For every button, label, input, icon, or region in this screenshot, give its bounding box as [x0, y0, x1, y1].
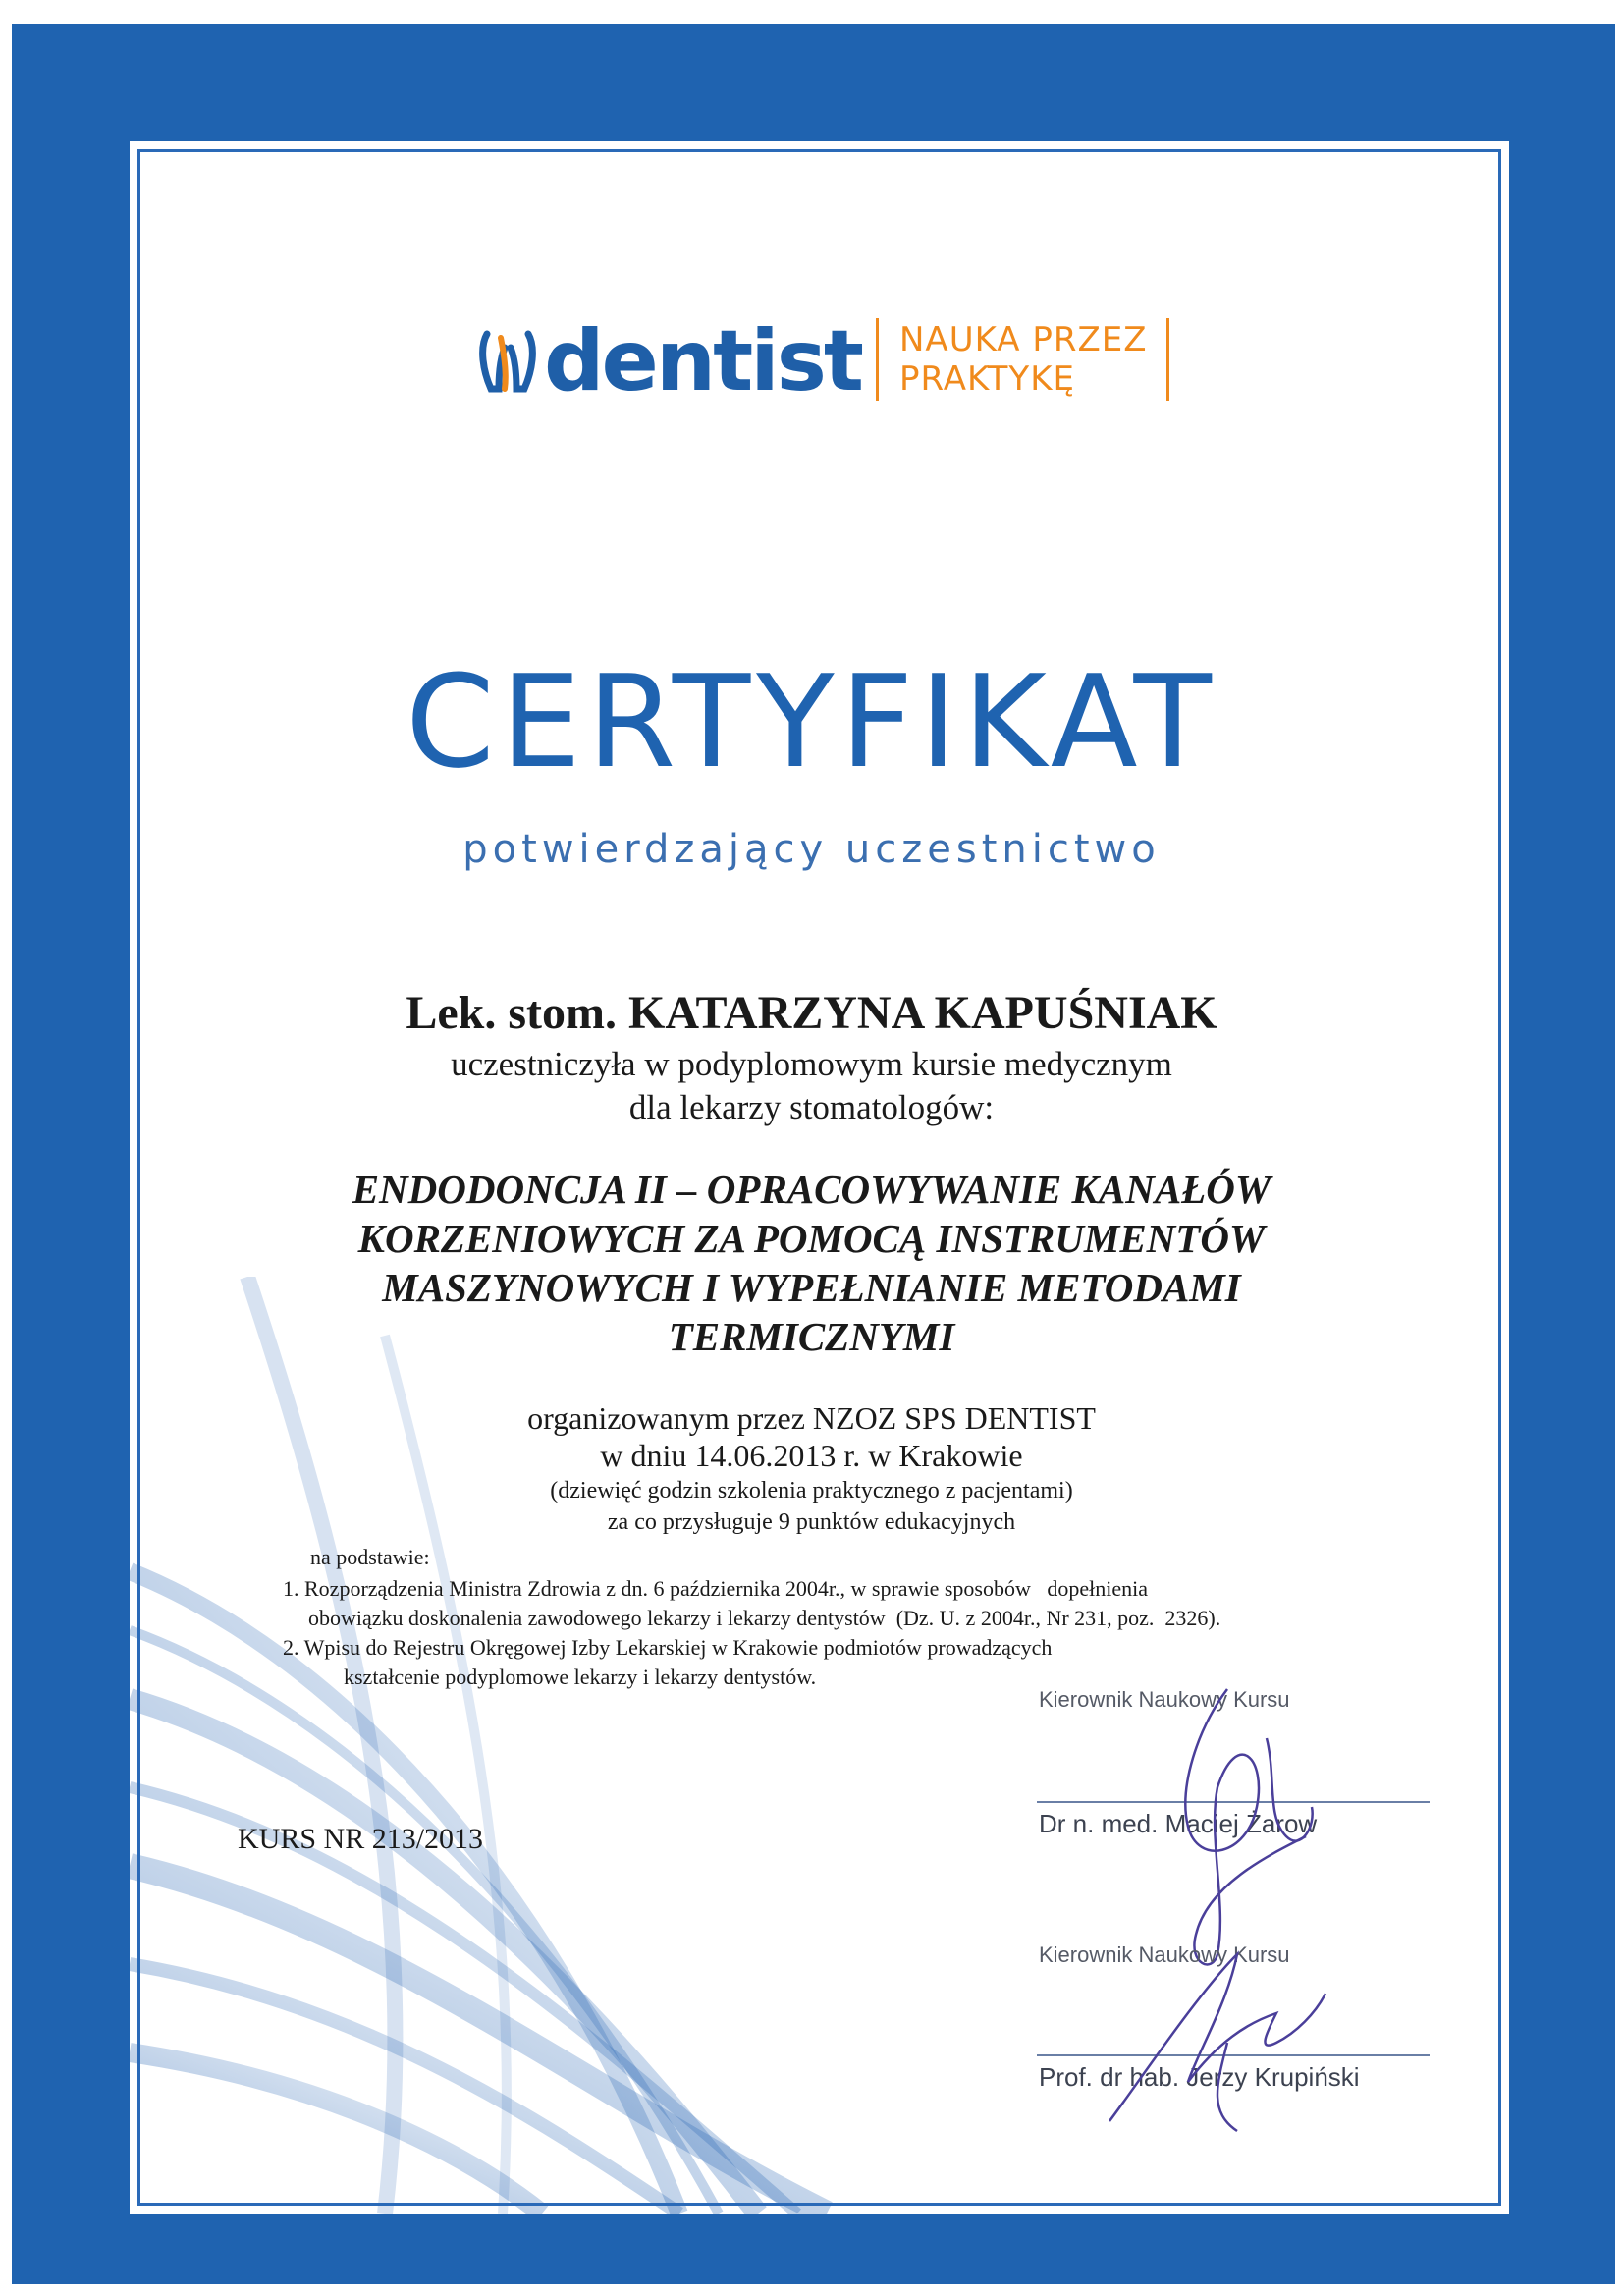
dentist-logo: [479, 312, 1186, 410]
participation-line1: uczestniczyła w podyplomowym kursie medycznym: [451, 1045, 1172, 1083]
signature1-name: Dr n. med. Maciej Żarow: [1039, 1809, 1318, 1838]
organizer-line: organizowanym przez NZOZ SPS DENTIST: [527, 1400, 1096, 1436]
course-title-line4: TERMICZNYMI: [668, 1314, 955, 1359]
hours-line: (dziewięć godzin szkolenia praktycznego z pacjentami): [550, 1478, 1073, 1503]
signature2-name: Prof. dr hab. Jerzy Krupiński: [1039, 2062, 1360, 2092]
logo-tagline-line1: NAUKA PRZEZ: [899, 320, 1148, 359]
logo-tagline-line2: PRAKTYKĘ: [899, 359, 1075, 399]
recipient-name: Lek. stom. KATARZYNA KAPUŚNIAK: [406, 987, 1217, 1039]
course-title: [0, 1165, 1623, 1361]
course-title-line2: KORZENIOWYCH ZA POMOCĄ INSTRUMENTÓW: [357, 1216, 1266, 1261]
certificate-subtitle: potwierdzający uczestnictwo: [462, 827, 1161, 872]
basis-item2-line2: kształcenie podyplomowe lekarzy i lekarzy dentystów.: [344, 1665, 817, 1689]
basis-item1-line1: 1. Rozporządzenia Ministra Zdrowia z dn. 6 października 2004r., w sprawie sposobów dopełnienia: [283, 1576, 1148, 1601]
logo-wordmark: dentist: [544, 312, 861, 410]
points-line: za co przysługuje 9 punktów edukacyjnych: [607, 1509, 1016, 1535]
basis-item2-line1: 2. Wpisu do Rejestru Okręgowej Izby Lekarskiej w Krakowie podmiotów prowadzących: [283, 1635, 1053, 1660]
course-title-line1: ENDODONCJA II – OPRACOWYWANIE KANAŁÓW: [352, 1167, 1271, 1212]
signature2-handwriting: [1080, 1935, 1335, 2151]
participation-line2: dla lekarzy stomatologów:: [628, 1088, 995, 1126]
basis-intro: na podstawie:: [310, 1545, 430, 1569]
certificate-title: CERTYFIKAT: [406, 647, 1217, 796]
basis-item1-line2: obowiązku doskonalenia zawodowego lekarzy i lekarzy dentystów (Dz. U. z 2004r., Nr 231, poz. 2326).: [308, 1606, 1221, 1630]
logo-separator-left: [876, 318, 879, 401]
course-number: KURS NR 213/2013: [238, 1823, 484, 1855]
date-place-line: w dniu 14.06.2013 r. w Krakowie: [600, 1438, 1023, 1473]
signature1-role: Kierownik Naukowy Kursu: [1039, 1687, 1290, 1712]
logo-tagline: [899, 320, 1148, 399]
signature2-role: Kierownik Naukowy Kursu: [1039, 1942, 1290, 1967]
tooth-icon: [479, 328, 536, 395]
course-title-line3: MASZYNOWYCH I WYPEŁNIANIE METODAMI: [382, 1265, 1241, 1310]
logo-separator-right: [1166, 318, 1169, 401]
